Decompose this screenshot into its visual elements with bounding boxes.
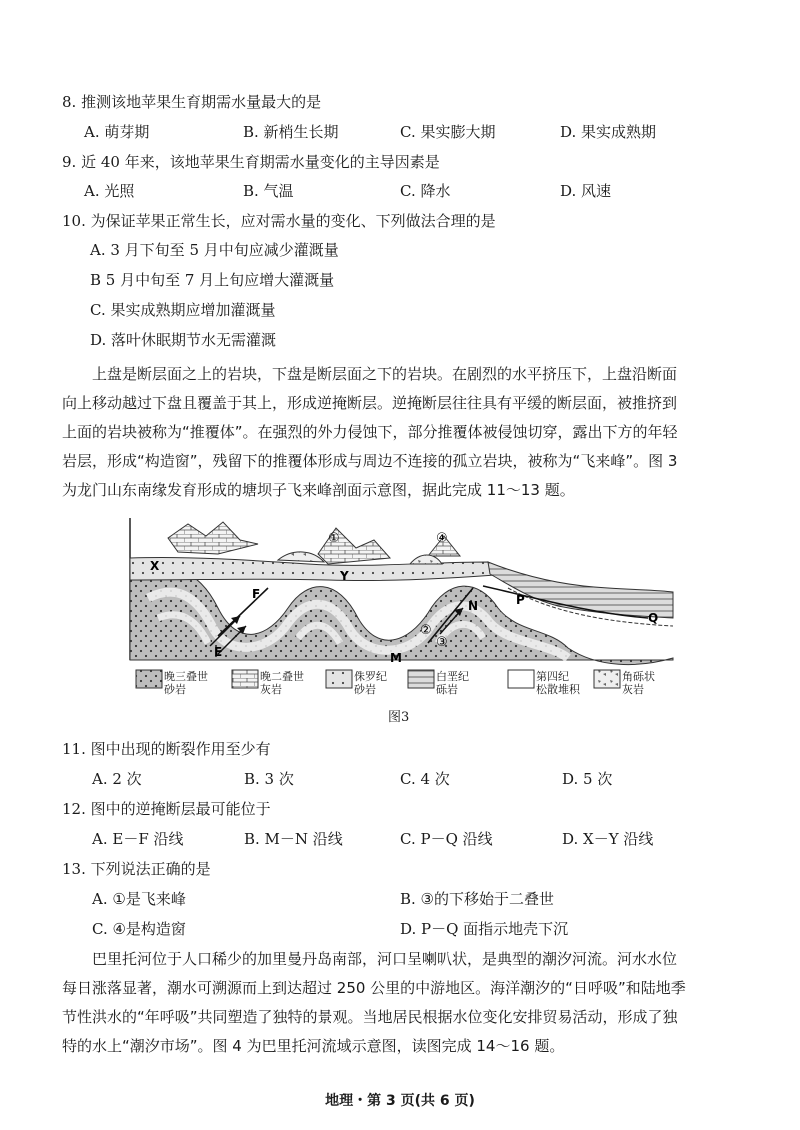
label-e: E xyxy=(214,645,223,659)
passage1-line-2: 向上移动越过下盘且覆盖于其上，形成逆掩断层。逆掩断层往往具有平缓的断层面，被推挤到 xyxy=(62,394,678,412)
label-p: P xyxy=(516,593,525,607)
q12-stem: 12. 图中的逆掩断层最可能位于 xyxy=(62,800,271,818)
passage2-line-2: 每日涨落显著，潮水可溯源而上到达超过 250 公里的中游地区。海洋潮汐的“日呼吸”和陆地季 xyxy=(62,979,686,997)
passage2-line-1: 巴里托河位于人口稀少的加里曼丹岛南部，河口呈喇叭状，是典型的潮汐河流。河水水位 xyxy=(92,950,678,968)
q9-option-a: A. 光照 xyxy=(84,182,135,200)
label-f: F xyxy=(252,587,261,601)
q11-option-b: B. 3 次 xyxy=(244,770,294,788)
q8-option-d: D. 果实成熟期 xyxy=(560,123,657,141)
passage-fault xyxy=(62,360,752,505)
q8-stem: 8. 推测该地苹果生育期需水量最大的是 xyxy=(62,93,322,111)
q9-stem: 9. 近 40 年来，该地苹果生育期需水量变化的主导因素是 xyxy=(62,153,440,171)
q10-option-d: D. 落叶休眠期节水无需灌溉 xyxy=(90,331,277,349)
q11-option-a: A. 2 次 xyxy=(92,770,142,788)
label-m: M xyxy=(390,651,402,665)
q12-option-a: A. E－F 沿线 xyxy=(92,830,184,848)
legend-item-1 xyxy=(164,670,208,696)
passage1-line-3: 上面的岩块被称为“推覆体”。在强烈的外力侵蚀下，部分推覆体被侵蚀切穿，露出下方的年轻 xyxy=(62,423,678,441)
q9-option-b: B. 气温 xyxy=(243,182,294,200)
q8-option-b: B. 新梢生长期 xyxy=(243,123,339,141)
legend-item-5 xyxy=(536,670,580,696)
q11-stem: 11. 图中出现的断裂作用至少有 xyxy=(62,740,271,758)
q8-option-a: A. 萌芽期 xyxy=(84,123,150,141)
q13-option-c: C. ④是构造窗 xyxy=(92,920,186,938)
passage2-line-3: 节性洪水的“年呼吸”共同塑造了独特的景观。当地居民根据水位变化安排贸易活动，形成了独 xyxy=(62,1008,678,1026)
q10-stem: 10. 为保证苹果正常生长，应对需水量的变化、下列做法合理的是 xyxy=(62,212,496,230)
q10-option-c: C. 果实成熟期应增加灌溉量 xyxy=(90,301,276,319)
q10-option-b: B 5 月中旬至 7 月上旬应增大灌溉量 xyxy=(90,271,335,289)
q13-option-a: A. ①是飞来峰 xyxy=(92,890,186,908)
passage1-line-5: 为龙门山东南缘发育形成的塘坝子飞来峰剖面示意图，据此完成 11～13 题。 xyxy=(62,481,575,499)
q13-stem: 13. 下列说法正确的是 xyxy=(62,860,211,878)
legend-4-bottom: 砾岩 xyxy=(436,683,458,696)
page-footer: 地理・第 3 页(共 6 页) xyxy=(325,1093,475,1109)
legend-4-top: 白垩纪 xyxy=(436,670,469,683)
q8-option-c: C. 果实膨大期 xyxy=(400,123,496,141)
label-circle-1: ① xyxy=(328,531,340,546)
legend-item-4 xyxy=(436,670,469,696)
legend-1-top: 晚三叠世 xyxy=(164,670,208,683)
label-y: Y xyxy=(340,569,349,583)
q12-option-c: C. P－Q 沿线 xyxy=(400,830,493,848)
legend-item-2 xyxy=(260,670,304,696)
passage1-line-4: 岩层，形成“构造窗”，残留下的推覆体形成与周边不连接的孤立岩块，被称为“飞来峰”。图 3 xyxy=(62,452,678,470)
label-circle-3: ③ xyxy=(436,635,448,650)
legend-item-6 xyxy=(622,670,655,696)
legend-item-3 xyxy=(354,670,387,696)
legend-6-bottom: 灰岩 xyxy=(622,683,644,696)
q11-option-c: C. 4 次 xyxy=(400,770,450,788)
label-q: Q xyxy=(648,611,659,625)
label-circle-2: ② xyxy=(420,623,432,638)
q9-option-c: C. 降水 xyxy=(400,182,451,200)
q13-option-b: B. ③的下移始于二叠世 xyxy=(400,890,555,908)
q13-option-d: D. P－Q 面指示地壳下沉 xyxy=(400,920,569,938)
label-n: N xyxy=(468,599,479,613)
legend-5-bottom: 松散堆积 xyxy=(536,683,580,696)
q11-option-d: D. 5 次 xyxy=(562,770,613,788)
legend-2-bottom: 灰岩 xyxy=(260,683,282,696)
legend-2-top: 晚二叠世 xyxy=(260,670,304,683)
legend-6-top: 角砾状 xyxy=(622,670,655,683)
legend-5-top: 第四纪 xyxy=(536,670,569,683)
passage-barito xyxy=(62,945,752,1061)
label-x: X xyxy=(150,559,160,573)
q9-option-d: D. 风速 xyxy=(560,182,612,200)
figure3-caption: 图3 xyxy=(388,710,410,725)
q12-option-d: D. X－Y 沿线 xyxy=(562,830,654,848)
legend-3-bottom: 砂岩 xyxy=(354,683,376,696)
q12-option-b: B. M－N 沿线 xyxy=(244,830,343,848)
passage2-line-4: 特的水上“潮汐市场”。图 4 为巴里托河流域示意图，读图完成 14～16 题。 xyxy=(62,1037,565,1055)
q10-option-a: A. 3 月下旬至 5 月中旬应减少灌溉量 xyxy=(90,241,339,259)
legend-3-top: 侏罗纪 xyxy=(354,670,387,683)
passage1-line-1: 上盘是断层面之上的岩块，下盘是断层面之下的岩块。在剧烈的水平挤压下，上盘沿断面 xyxy=(92,365,678,383)
label-circle-4: ④ xyxy=(436,531,448,546)
legend-1-bottom: 砂岩 xyxy=(164,683,186,696)
figure3-cross-section xyxy=(128,518,680,708)
